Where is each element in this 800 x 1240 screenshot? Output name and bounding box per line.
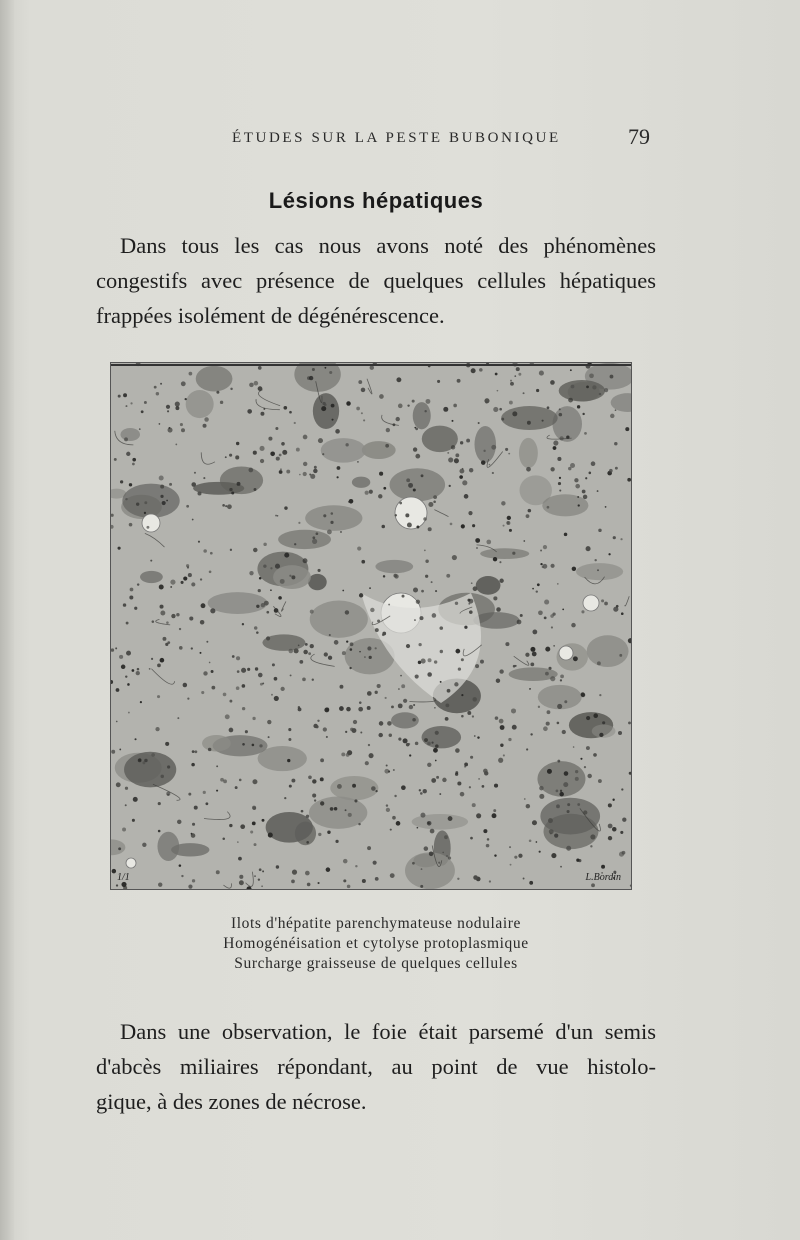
paragraph-line: congestifs avec présence de quelques cellules hépatiques <box>96 268 656 293</box>
caption-line: Surcharge graisseuse de quelques cellules <box>234 955 518 972</box>
figure-caption <box>0 914 752 974</box>
section-title: Lésions hépatiques <box>268 188 484 213</box>
paragraph-1 <box>96 228 656 333</box>
paragraph-2 <box>96 1014 656 1119</box>
paragraph-line: d'abcès miliaires répondant, au point de vue histolo- <box>96 1054 656 1079</box>
plate-scale-label: 1/1 <box>117 872 130 883</box>
histology-plate <box>110 362 632 890</box>
running-head: ÉTUDES SUR LA PESTE BUBONIQUE <box>232 130 561 146</box>
caption-line: Homogénéisation et cytolyse protoplasmique <box>223 935 529 952</box>
page-number: 79 <box>628 124 650 149</box>
histology-illustration <box>111 363 631 889</box>
paragraph-line: frappées isolément de dégénérescence. <box>96 303 445 328</box>
paragraph-line: gique, à des zones de nécrose. <box>96 1089 367 1114</box>
book-spine-shadow <box>0 0 14 1240</box>
caption-line: Ilots d'hépatite parenchymateuse nodulaire <box>230 915 522 932</box>
paragraph-line: Dans une observation, le foie était parsemé d'un semis <box>120 1019 656 1044</box>
plate-signature: L.Bordin <box>585 872 621 883</box>
paragraph-line: Dans tous les cas nous avons noté des phénomènes <box>120 233 656 258</box>
